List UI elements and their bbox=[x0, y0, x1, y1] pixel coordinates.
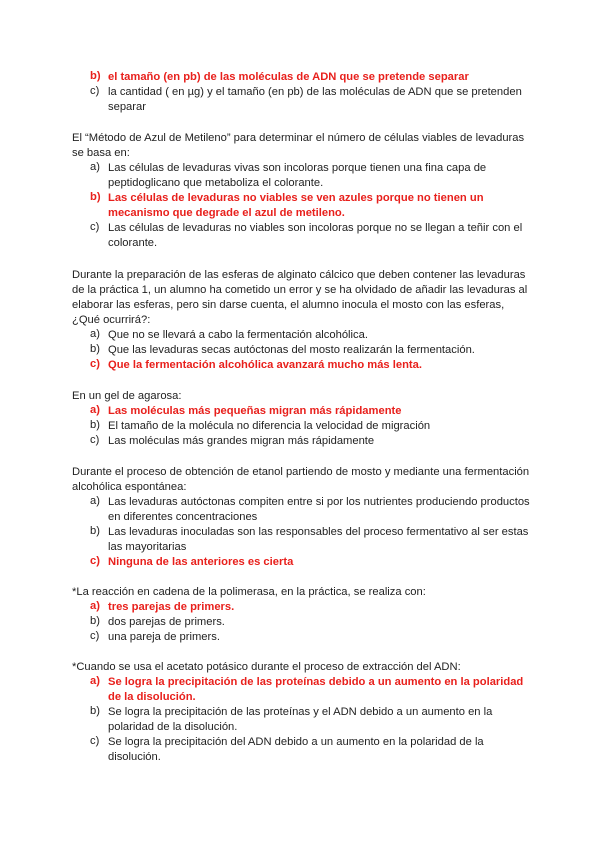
option-text: El tamaño de la molécula no diferencia la velocidad de migración bbox=[108, 420, 431, 432]
option-label: a) bbox=[90, 495, 100, 507]
option-label: c) bbox=[90, 434, 100, 446]
option-label: a) bbox=[90, 675, 100, 687]
option-text: separar bbox=[108, 101, 146, 113]
option-text: colorante. bbox=[108, 237, 158, 249]
option-text: Que las levaduras secas autóctonas del mosto realizarán la fermentación. bbox=[108, 344, 475, 356]
option-a bbox=[72, 600, 532, 615]
question-text: ¿Qué ocurrirá?: bbox=[72, 314, 151, 326]
option-c bbox=[72, 555, 532, 570]
question-block-4 bbox=[72, 465, 532, 570]
option-text: en diferentes concentraciones bbox=[108, 511, 258, 523]
option-text: el tamaño (en pb) de las moléculas de ADN que se pretende separar bbox=[108, 71, 469, 83]
option-text: Las levaduras inoculadas son las responsables del proceso fermentativo al ser estas bbox=[108, 526, 529, 538]
option-label: a) bbox=[90, 161, 100, 173]
option-c bbox=[72, 630, 532, 645]
option-label: a) bbox=[90, 404, 100, 416]
option-text: la cantidad ( en µg) y el tamaño (en pb) de las moléculas de ADN que se pretenden bbox=[108, 86, 522, 98]
option-b bbox=[72, 70, 532, 85]
option-label: b) bbox=[90, 191, 101, 203]
question-text: *Cuando se usa el acetato potásico durante el proceso de extracción del ADN: bbox=[72, 661, 461, 673]
option-text: disolución. bbox=[108, 751, 161, 763]
option-label: c) bbox=[90, 555, 100, 567]
option-text: Ninguna de las anteriores es cierta bbox=[108, 556, 294, 568]
question-text: alcohólica espontánea: bbox=[72, 481, 187, 493]
question-block-2 bbox=[72, 268, 532, 373]
option-label: c) bbox=[90, 735, 100, 747]
question-block-0 bbox=[72, 70, 532, 115]
option-a bbox=[72, 495, 532, 525]
option-c bbox=[72, 434, 532, 449]
question-text: se basa en: bbox=[72, 147, 130, 159]
option-a bbox=[72, 161, 532, 191]
option-text: Se logra la precipitación del ADN debido a un aumento en la polaridad de la bbox=[108, 736, 484, 748]
option-label: b) bbox=[90, 525, 100, 537]
question-text: de la práctica 1, un alumno ha cometido un error y se ha olvidado de añadir las levaduras al bbox=[72, 284, 528, 296]
option-label: c) bbox=[90, 85, 100, 97]
option-text: polaridad de la disolución. bbox=[108, 721, 238, 733]
option-text: Se logra la precipitación de las proteínas y el ADN debido a un aumento en la bbox=[108, 706, 493, 718]
option-text: Las células de levaduras no viables son incoloras porque no se llegan a teñir con el bbox=[108, 222, 523, 234]
option-b bbox=[72, 191, 532, 221]
option-text: dos parejas de primers. bbox=[108, 616, 225, 628]
question-block-1 bbox=[72, 131, 532, 251]
question-block-6 bbox=[72, 660, 532, 765]
option-label: a) bbox=[90, 328, 100, 340]
option-c bbox=[72, 221, 532, 251]
option-text: Se logra la precipitación de las proteínas debido a un aumento en la polaridad bbox=[108, 676, 524, 688]
option-label: b) bbox=[90, 419, 100, 431]
option-text: Las levaduras autóctonas compiten entre si por los nutrientes produciendo productos bbox=[108, 496, 530, 508]
question-text: *La reacción en cadena de la polimerasa, en la práctica, se realiza con: bbox=[72, 586, 426, 598]
option-text: Las células de levaduras no viables se ven azules porque no tienen un bbox=[108, 192, 484, 204]
option-text: las mayoritarias bbox=[108, 541, 187, 553]
option-label: a) bbox=[90, 600, 100, 612]
option-text: Las células de levaduras vivas son incoloras porque tienen una fina capa de bbox=[108, 162, 487, 174]
question-text: En un gel de agarosa: bbox=[72, 390, 182, 402]
option-b bbox=[72, 705, 532, 735]
option-label: b) bbox=[90, 70, 101, 82]
option-text: Las moléculas más pequeñas migran más rápidamente bbox=[108, 405, 402, 417]
question-block-5 bbox=[72, 585, 532, 645]
option-text: Que la fermentación alcohólica avanzará mucho más lenta. bbox=[108, 359, 422, 371]
option-label: b) bbox=[90, 705, 100, 717]
question-block-3 bbox=[72, 389, 532, 449]
question-text: El “Método de Azul de Metileno” para determinar el número de células viables de levaduras bbox=[72, 132, 525, 144]
question-text: Durante la preparación de las esferas de alginato cálcico que deben contener las levaduras bbox=[72, 269, 526, 281]
option-c bbox=[72, 735, 532, 765]
option-a bbox=[72, 404, 532, 419]
question-text: elaborar las esferas, pero sin darse cuenta, el alumno inocula el mosto con las esferas, bbox=[72, 299, 505, 311]
option-c bbox=[72, 358, 532, 373]
option-b bbox=[72, 525, 532, 555]
option-label: b) bbox=[90, 343, 100, 355]
option-label: c) bbox=[90, 221, 100, 233]
option-b bbox=[72, 615, 532, 630]
option-text: de la disolución. bbox=[108, 691, 196, 703]
option-text: Que no se llevará a cabo la fermentación alcohólica. bbox=[108, 329, 368, 341]
option-label: c) bbox=[90, 358, 100, 370]
option-text: Las moléculas más grandes migran más rápidamente bbox=[108, 435, 375, 447]
question-text: Durante el proceso de obtención de etanol partiendo de mosto y mediante una fermentación bbox=[72, 466, 530, 478]
option-c bbox=[72, 85, 532, 115]
option-a bbox=[72, 328, 532, 343]
option-text: mecanismo que degrade el azul de metileno. bbox=[108, 207, 345, 219]
option-b bbox=[72, 419, 532, 434]
option-text: tres parejas de primers. bbox=[108, 601, 235, 613]
option-label: b) bbox=[90, 615, 100, 627]
option-a bbox=[72, 675, 532, 705]
option-text: peptidoglicano que metaboliza el colorante. bbox=[108, 177, 324, 189]
option-b bbox=[72, 343, 532, 358]
option-label: c) bbox=[90, 630, 100, 642]
option-text: una pareja de primers. bbox=[108, 631, 220, 643]
